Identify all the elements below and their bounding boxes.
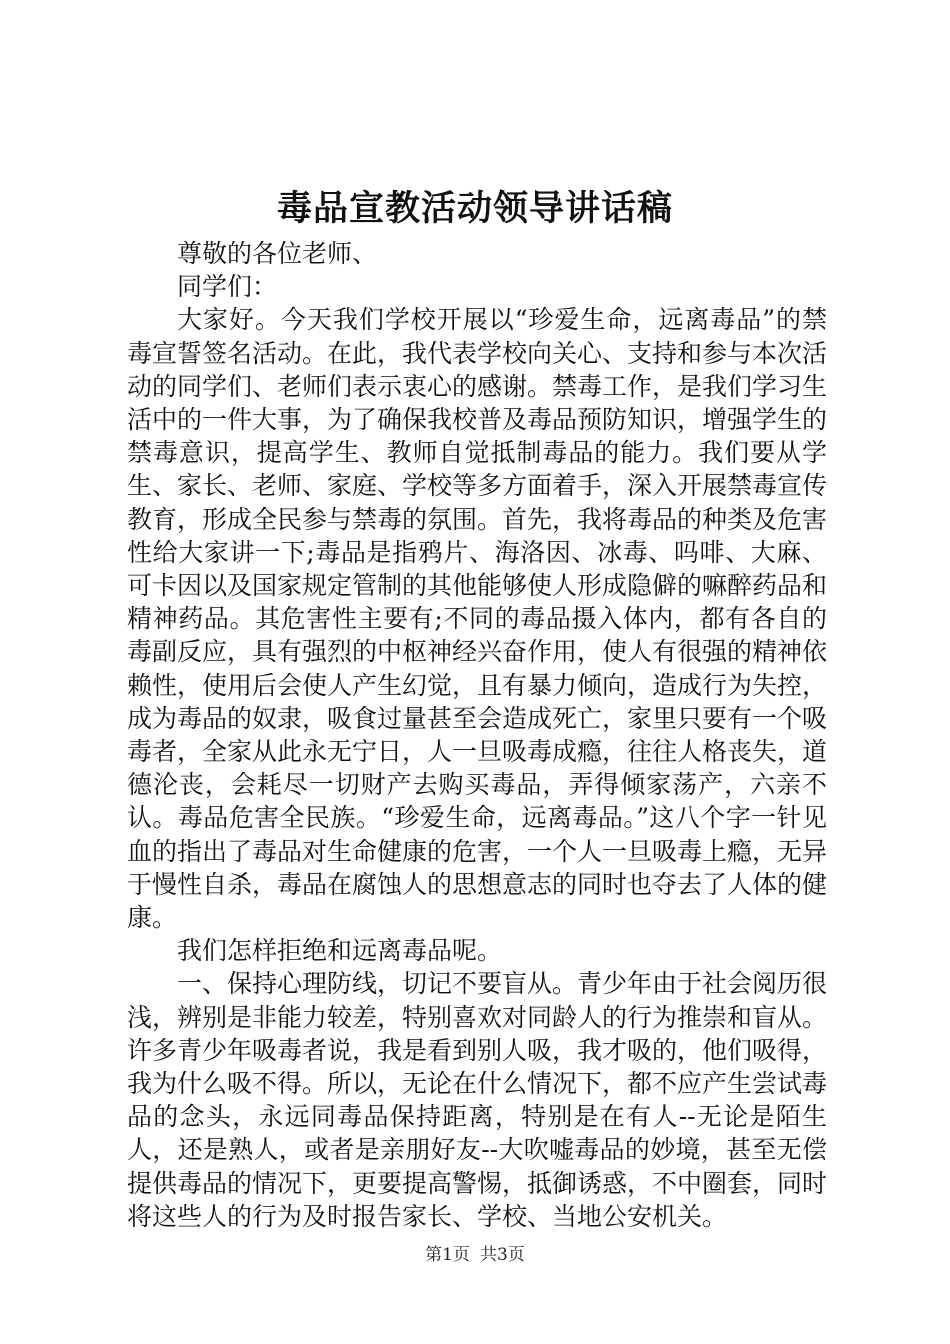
page-footer — [0, 1243, 950, 1267]
page-number: 第1页 — [425, 1245, 470, 1265]
page-total: 共3页 — [480, 1245, 525, 1265]
paragraph-point-1: 一、保持心理防线，切记不要盲从。青少年由于社会阅历很浅，辨别是非能力较差，特别喜欢对同龄人的行为推崇和盲从。许多青少年吸毒者说，我是看到别人吸，我才吸的，他们吸得，我为什么吸不得。所以，无论在什么情况下，都不应产生尝试毒品的念头，永远同毒品保持距离，特别是在有人--无论是陌生人，还是熟人，或者是亲朋好友--大吹嘘毒品的妙境，甚至无偿提供毒品的情况下，更要提高警惕，抵御诱惑，不中圈套，同时将这些人的行为及时报告家长、学校、当地公安机关。 — [127, 969, 828, 1231]
document-body — [127, 237, 827, 1233]
paragraph-question: 我们怎样拒绝和远离毒品呢。 — [177, 936, 503, 966]
salutation-line-2: 同学们： — [177, 272, 278, 302]
paragraph-intro: 大家好。今天我们学校开展以“珍爱生命，远离毒品”的禁毒宣誓签名活动。在此，我代表学校向关心、支持和参与本次活动的同学们、老师们表示衷心的感谢。禁毒工作，是我们学习生活中的一件大事，为了确保我校普及毒品预防知识，增强学生的禁毒意识，提高学生、教师自觉抵制毒品的能力。我们要从学生、家长、老师、家庭、学校等多方面着手，深入开展禁毒宣传教育，形成全民参与禁毒的氛围。首先，我将毒品的种类及危害性给大家讲一下;毒品是指鸦片、海洛因、冰毒、吗啡、大麻、可卡因以及国家规定管制的其他能够使人形成隐僻的嘛醉药品和精神药品。其危害性主要有;不同的毒品摄入体内，都有各自的毒副反应，具有强烈的中枢神经兴奋作用，使人有很强的精神依赖性，使用后会使人产生幻觉，且有暴力倾向，造成行为失控，成为毒品的奴隶，吸食过量甚至会造成死亡，家里只要有一个吸毒者，全家从此永无宁日，人一旦吸毒成瘾，往往人格丧失，道德沦丧，会耗尽一切财产去购买毒品，弄得倾家荡产，六亲不认。毒品危害全民族。“珍爱生命，远离毒品。”这八个字一针见血的指出了毒品对生命健康的危害，一个人一旦吸毒上瘾，无异于慢性自杀，毒品在腐蚀人的思想意志的同时也夺去了人体的健康。 — [127, 305, 828, 933]
salutation-line-1: 尊敬的各位老师、 — [177, 239, 378, 268]
document-title: 毒品宣教活动领导讲话稿 — [276, 188, 673, 229]
